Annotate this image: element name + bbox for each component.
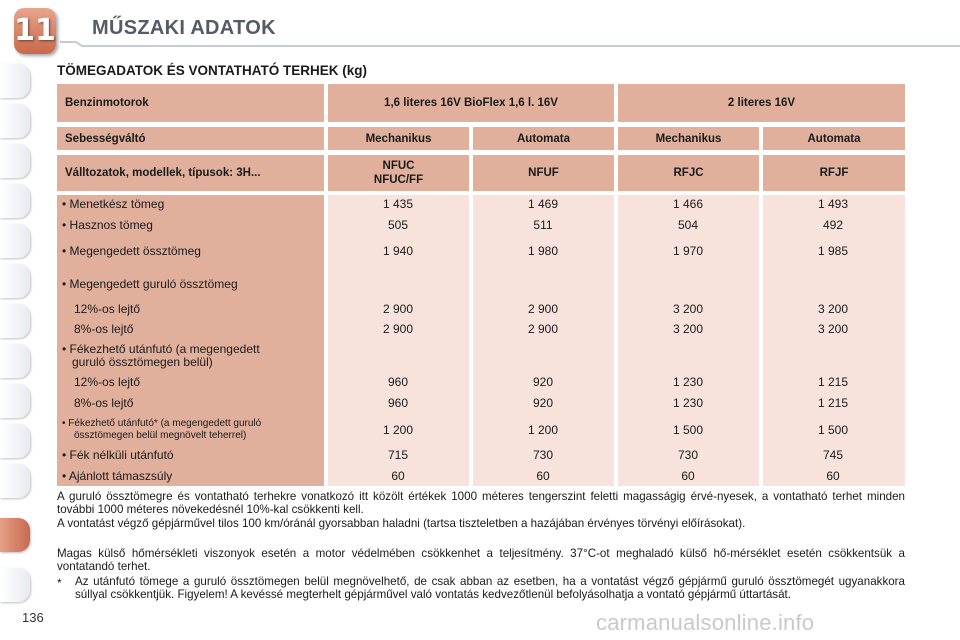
cell-value: 730 (677, 448, 699, 462)
cell-value: 1 230 (672, 396, 704, 410)
row-label: • Megengedett guruló össztömeg (62, 277, 238, 291)
data-column-2 (473, 195, 614, 486)
speed-note: A vontatást végző gépjárművel tilos 100 km/óránál gyorsabban haladni (tartsa tiszteletben a hazájában érvényes törvényi előírásokat). (57, 517, 746, 530)
altitude-note: A guruló össztömegre és vontatható terhekre vonatkozó itt közölt értékek 1000 méteres tengerszint feletti magasságig érvé-nyesek, a vontatható terhet minden további 1000 méteres növekedésnél 10%-kal csökkenti kell. (57, 490, 905, 516)
variant-2: NFUF (473, 155, 614, 191)
cell-value: 3 200 (817, 322, 849, 336)
cell-value: 1 985 (817, 244, 849, 258)
cell-value: 60 (826, 469, 840, 483)
cell-value: 960 (387, 396, 409, 410)
gearbox-1: Mechanikus (328, 127, 469, 150)
cell-value: 1 980 (527, 244, 559, 258)
data-column-4 (763, 195, 905, 486)
cell-value: 960 (387, 375, 409, 389)
row-label: 12%-os lejtő (74, 375, 141, 389)
cell-value: 2 900 (382, 302, 414, 316)
cell-value: 60 (681, 469, 695, 483)
chapter-tab[interactable] (0, 224, 30, 258)
variant-1-line1: NFUC (382, 160, 415, 172)
cell-value: 3 200 (672, 302, 704, 316)
row-label: • Ajánlott támaszsúly (62, 469, 173, 483)
cell-value: 745 (822, 448, 844, 462)
row-label: • Megengedett össztömeg (62, 244, 201, 258)
chapter-tab[interactable] (0, 64, 30, 98)
chapter-tab[interactable] (0, 384, 30, 418)
row-label: • Fékezhető utánfutó (a megengedett (62, 342, 260, 356)
cell-value: 1 215 (817, 375, 849, 389)
chapter-tab[interactable] (0, 424, 30, 458)
cell-value: 1 493 (817, 197, 849, 211)
data-column-1 (328, 195, 469, 486)
variant-label: Válltozatok, modellek, típusok: 3H... (57, 155, 324, 191)
row-label: 12%-os lejtő (74, 302, 141, 316)
cell-value: 1 466 (672, 197, 704, 211)
cell-value: 492 (822, 218, 844, 232)
cell-value: 2 900 (382, 322, 414, 336)
cell-value: 1 200 (382, 423, 414, 437)
cell-value: 1 500 (672, 423, 704, 437)
chapter-tab[interactable] (0, 464, 30, 498)
cell-value: 505 (387, 218, 409, 232)
chapter-header (0, 0, 960, 52)
cell-value: 1 940 (382, 244, 414, 258)
cell-value: 2 900 (527, 302, 559, 316)
page-number: 136 (22, 610, 44, 625)
cell-value: 3 200 (817, 302, 849, 316)
row-label: • Fékezhető utánfutó* (a megengedett guruló (62, 418, 262, 429)
chapter-number-badge: 11 (14, 8, 56, 54)
engine-label: Benzinmotorok (57, 84, 324, 122)
cell-value: 1 200 (527, 423, 559, 437)
row-label: 8%-os lejtő (74, 322, 134, 336)
variant-1-line2: NFUC/FF (373, 174, 424, 186)
cell-value: 1 469 (527, 197, 559, 211)
gearbox-2: Automata (473, 127, 614, 150)
data-column-3 (618, 195, 759, 486)
row-label: • Hasznos tömeg (62, 218, 153, 232)
cell-value: 2 900 (527, 322, 559, 336)
cell-value: 511 (533, 218, 553, 232)
cell-value: 60 (536, 469, 550, 483)
row-labels-column (57, 195, 324, 486)
variant-1 (328, 155, 469, 191)
cell-value: 920 (532, 396, 554, 410)
chapter-title: MŰSZAKI ADATOK (92, 17, 276, 39)
engine-2: 2 literes 16V (618, 84, 905, 122)
variant-3: RFJC (618, 155, 759, 191)
cell-value: 1 215 (817, 396, 849, 410)
row-label: 8%-os lejtő (74, 396, 134, 410)
watermark: carmanualsonline.info (596, 610, 815, 635)
footnote-mark: * (57, 576, 62, 590)
cell-value: 1 970 (672, 244, 704, 258)
row-label: • Menetkész tömeg (62, 197, 165, 211)
temperature-note: Magas külső hőmérsékleti viszonyok esetén a motor védelmében csökkenhet a teljesítmény. 37°C-ot meghaladó külső hő-mérséklet esetén csökkentsük a vontatandó terhet. (57, 547, 905, 573)
cell-value: 1 230 (672, 375, 704, 389)
row-label-cont: össztömegen belül megnövelt teherrel) (74, 430, 247, 441)
chapter-tab[interactable] (0, 144, 30, 178)
chapter-tab[interactable] (0, 344, 30, 378)
chapter-tab[interactable] (0, 264, 30, 298)
cell-value: 920 (532, 375, 554, 389)
chapter-tab-active[interactable] (0, 518, 30, 552)
gearbox-4: Automata (763, 127, 905, 150)
cell-value: 730 (532, 448, 554, 462)
engine-1: 1,6 literes 16V BioFlex 1,6 l. 16V (328, 84, 614, 122)
chapter-tab[interactable] (0, 184, 30, 218)
gearbox-label: Sebességváltó (57, 127, 324, 150)
cell-value: 1 500 (817, 423, 849, 437)
cell-value: 715 (387, 448, 409, 462)
gearbox-3: Mechanikus (618, 127, 759, 150)
cell-value: 3 200 (672, 322, 704, 336)
row-label: • Fék nélküli utánfutó (62, 448, 174, 462)
header-rule (60, 40, 960, 48)
chapter-tab[interactable] (0, 568, 30, 602)
row-label-cont: guruló össztömegen belül) (72, 355, 213, 369)
cell-value: 1 435 (382, 197, 414, 211)
chapter-tab[interactable] (0, 304, 30, 338)
cell-value: 504 (677, 218, 699, 232)
cell-value: 60 (391, 469, 405, 483)
chapter-tab[interactable] (0, 104, 30, 138)
section-title: TÖMEGADATOK ÉS VONTATHATÓ TERHEK (kg) (57, 63, 367, 78)
footnote: Az utánfutó tömege a guruló össztömegen belül megnövelhető, de csak abban az esetben, ha a vontatást végző gépjármű guruló össztömegét ugyanakkora súllyal csökkentjük. Figyelem! A kevéssé megterhelt gépjárművel való vontatás kedvezőtlenül befolyásolhatja a vontató gépjármű úttartását. (75, 575, 905, 601)
variant-4: RFJF (763, 155, 905, 191)
